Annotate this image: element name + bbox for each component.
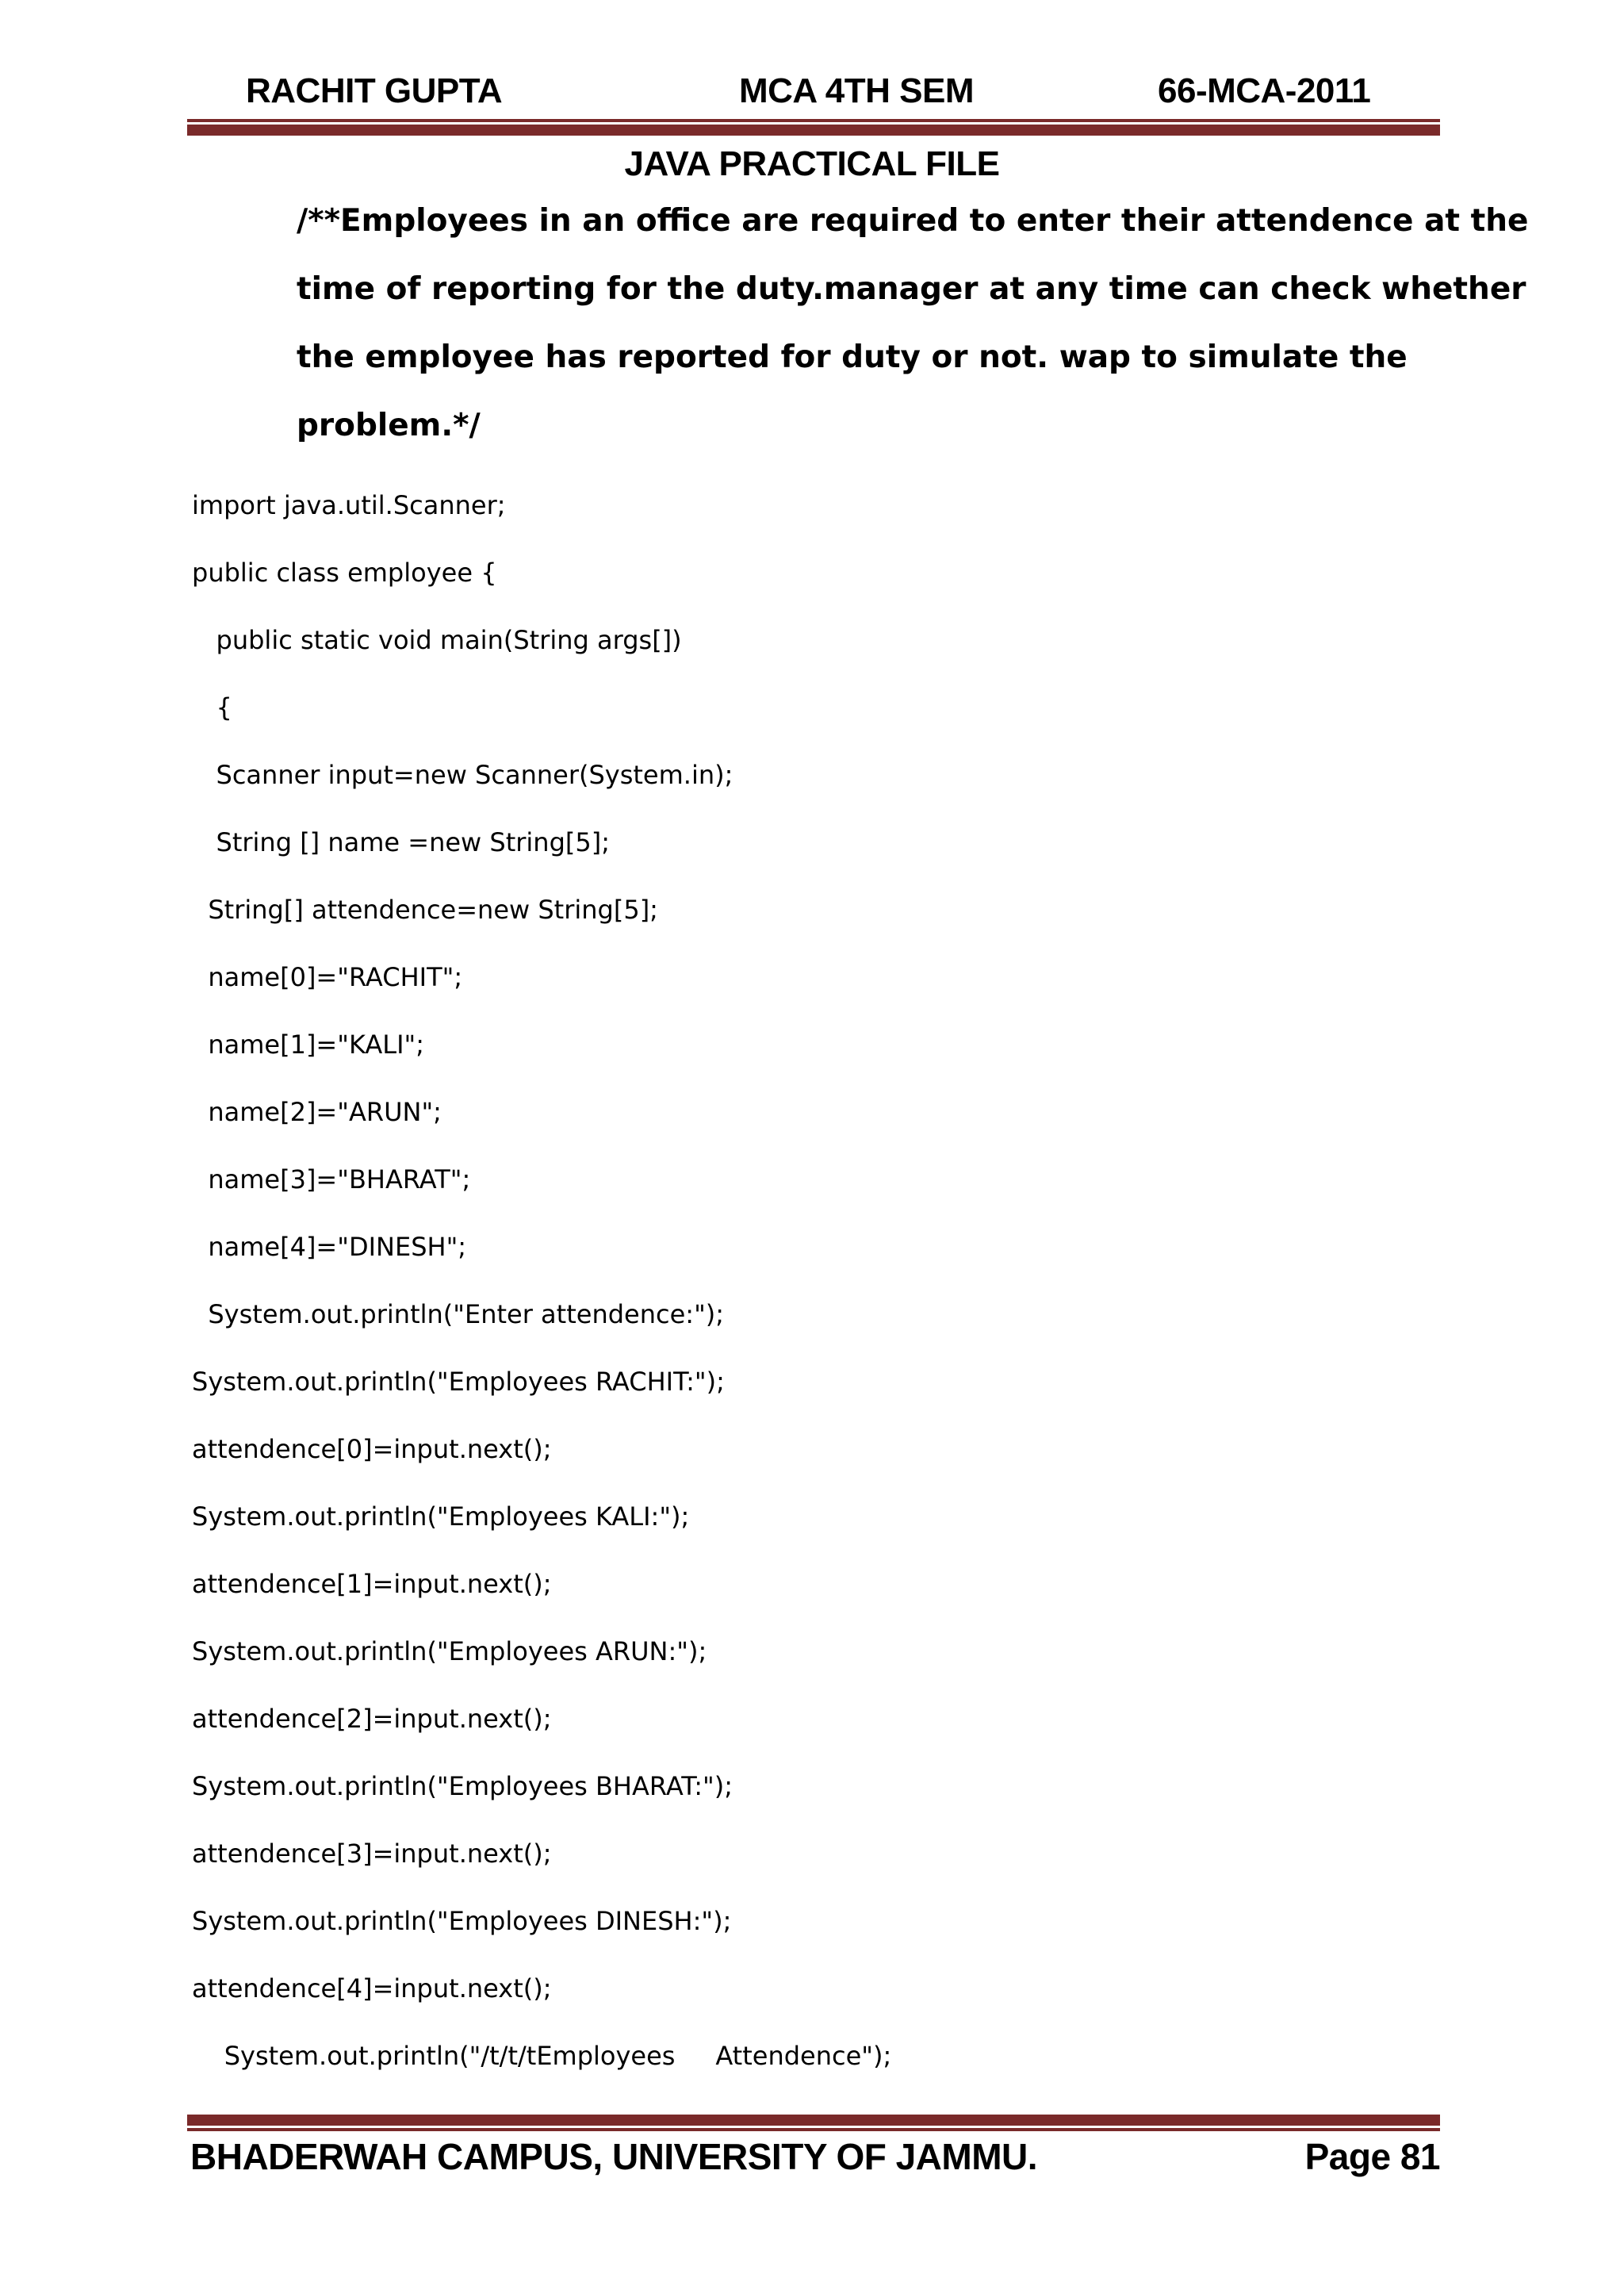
code-line: attendence[1]=input.next(); xyxy=(192,1569,552,1599)
header-course: MCA 4TH SEM xyxy=(739,71,974,110)
code-line: Scanner input=new Scanner(System.in); xyxy=(192,760,733,790)
code-line: name[2]="ARUN"; xyxy=(192,1097,442,1127)
code-line: name[0]="RACHIT"; xyxy=(192,962,463,992)
code-line: name[4]="DINESH"; xyxy=(192,1232,467,1262)
problem-line: time of reporting for the duty.manager at any time can check whether xyxy=(297,271,1526,307)
code-line: public class employee { xyxy=(192,558,497,588)
code-line: System.out.println("Employees BHARAT:"); xyxy=(192,1771,733,1801)
code-line: System.out.println("Enter attendence:"); xyxy=(192,1299,725,1329)
code-line: System.out.println("Employees DINESH:"); xyxy=(192,1906,732,1936)
code-line: name[1]="KALI"; xyxy=(192,1030,425,1060)
code-line: import java.util.Scanner; xyxy=(192,490,506,520)
problem-line: problem.*/ xyxy=(297,408,481,443)
header-divider xyxy=(187,119,1440,136)
code-line: String[] attendence=new String[5]; xyxy=(192,895,658,925)
code-line: System.out.println("Employees ARUN:"); xyxy=(192,1636,707,1666)
problem-statement xyxy=(297,187,1529,460)
code-line: System.out.println("/t/t/tEmployees Attendence"); xyxy=(192,2041,892,2071)
code-line: attendence[0]=input.next(); xyxy=(192,1434,552,1464)
code-line: attendence[3]=input.next(); xyxy=(192,1839,552,1869)
header-roll-no: 66-MCA-2011 xyxy=(1158,71,1371,110)
page-header xyxy=(187,71,1440,119)
code-line: System.out.println("Employees RACHIT:"); xyxy=(192,1367,725,1397)
footer-divider xyxy=(187,2115,1440,2131)
code-line: attendence[2]=input.next(); xyxy=(192,1704,552,1734)
code-line: { xyxy=(192,692,232,723)
code-line: name[3]="BHARAT"; xyxy=(192,1164,471,1194)
problem-line: the employee has reported for duty or not. wap to simulate the xyxy=(297,339,1408,375)
page-footer xyxy=(190,2135,1440,2183)
code-line: String [] name =new String[5]; xyxy=(192,827,610,857)
footer-campus: BHADERWAH CAMPUS, UNIVERSITY OF JAMMU. xyxy=(190,2136,1038,2177)
problem-line: /**Employees in an office are required to enter their attendence at the xyxy=(297,203,1529,239)
code-line: attendence[4]=input.next(); xyxy=(192,1973,552,2003)
code-line: System.out.println("Employees KALI:"); xyxy=(192,1501,690,1532)
page-number: Page 81 xyxy=(1304,2136,1440,2177)
code-line: public static void main(String args[]) xyxy=(192,625,682,655)
header-author: RACHIT GUPTA xyxy=(246,71,503,110)
document-title: JAVA PRACTICAL FILE xyxy=(624,144,1000,183)
